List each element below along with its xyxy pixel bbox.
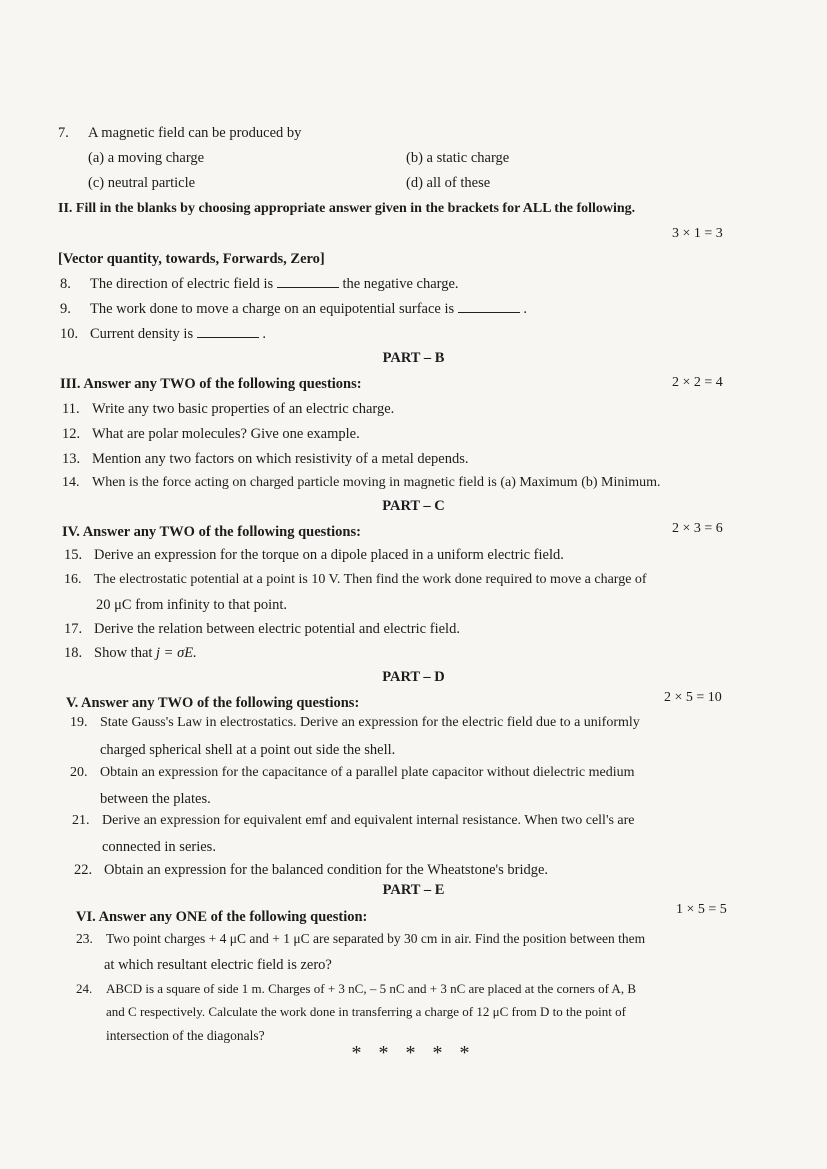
question-13: 13. Mention any two factors on which resistivity of a metal depends. — [62, 451, 469, 467]
question-14: 14. When is the force acting on charged particle moving in magnetic field is (a) Maximum (b) Minimum. — [62, 475, 661, 490]
question-21: 21. Derive an expression for equivalent emf and equivalent internal resistance. When two cell's are — [72, 813, 635, 828]
section-ii-marks: 3 × 1 = 3 — [672, 226, 723, 241]
question-8: 8. The direction of electric field is the negative charge. — [60, 276, 459, 292]
question-22: 22. Obtain an expression for the balanced condition for the Wheatstone's bridge. — [74, 862, 549, 878]
question-20: 20. Obtain an expression for the capacitance of a parallel plate capacitor without dielectric medium — [70, 765, 635, 780]
section-ii-heading: II. Fill in the blanks by choosing appropriate answer given in the brackets for ALL the following. — [58, 201, 636, 216]
question-18: 18. Show that j = σE. — [64, 645, 197, 661]
part-b-title: PART – B — [382, 350, 445, 366]
question-15: 15. Derive an expression for the torque on a dipole placed in a uniform electric field. — [64, 547, 564, 563]
q9-blank — [458, 300, 520, 313]
q8-blank — [277, 275, 339, 288]
q7-option-d: (d) all of these — [406, 175, 491, 191]
part-c-heading: IV. Answer any TWO of the following questions: — [62, 524, 361, 540]
part-d-heading: V. Answer any TWO of the following questions: — [66, 695, 360, 711]
question-19: 19. State Gauss's Law in electrostatics. Derive an expression for the electric field due to a uniformly — [70, 715, 640, 730]
part-d-title: PART – D — [382, 669, 445, 685]
question-19-continued: charged spherical shell at a point out side the shell. — [100, 742, 396, 758]
part-d-marks: 2 × 5 = 10 — [664, 690, 722, 705]
section-ii-choices: [Vector quantity, towards, Forwards, Zero] — [58, 251, 325, 267]
question-11: 11. Write any two basic properties of an electric charge. — [62, 401, 395, 417]
q7-option-b: (b) a static charge — [406, 150, 510, 166]
part-b-marks: 2 × 2 = 4 — [672, 375, 723, 390]
question-23-continued: at which resultant electric field is zero? — [104, 957, 332, 973]
part-e-marks: 1 × 5 = 5 — [676, 902, 727, 917]
part-c-title: PART – C — [382, 498, 445, 514]
end-stars: * * * * * — [351, 1042, 476, 1064]
part-e-title: PART – E — [382, 882, 445, 898]
question-21-continued: connected in series. — [102, 839, 216, 855]
q7-option-c: (c) neutral particle — [88, 175, 196, 191]
question-16: 16. The electrostatic potential at a point is 10 V. Then find the work done required to move a charge of — [64, 572, 647, 587]
part-b-heading: III. Answer any TWO of the following questions: — [60, 376, 362, 392]
question-20-continued: between the plates. — [100, 791, 211, 807]
question-7: 7. A magnetic field can be produced by — [58, 125, 302, 141]
q10-blank — [197, 325, 259, 338]
question-23: 23. Two point charges + 4 μC and + 1 μC are separated by 30 cm in air. Find the position between them — [76, 931, 646, 946]
q7-option-a: (a) a moving charge — [88, 150, 205, 166]
part-e-heading: VI. Answer any ONE of the following question: — [76, 909, 368, 925]
question-16-continued: 20 μC from infinity to that point. — [96, 597, 288, 613]
question-24: 24. ABCD is a square of side 1 m. Charges of + 3 nC, – 5 nC and + 3 nC are placed at the corners of A, B — [76, 981, 636, 996]
q18-formula: j = σE. — [156, 645, 197, 661]
question-10: 10. Current density is . — [60, 326, 266, 342]
question-9: 9. The work done to move a charge on an equipotential surface is . — [60, 301, 527, 317]
question-17: 17. Derive the relation between electric potential and electric field. — [64, 621, 460, 637]
question-12: 12. What are polar molecules? Give one example. — [62, 426, 360, 442]
question-24-continued-2: intersection of the diagonals? — [106, 1028, 265, 1043]
question-24-continued-1: and C respectively. Calculate the work done in transferring a charge of 12 μC from D to the point of — [106, 1004, 626, 1019]
part-c-marks: 2 × 3 = 6 — [672, 521, 723, 536]
